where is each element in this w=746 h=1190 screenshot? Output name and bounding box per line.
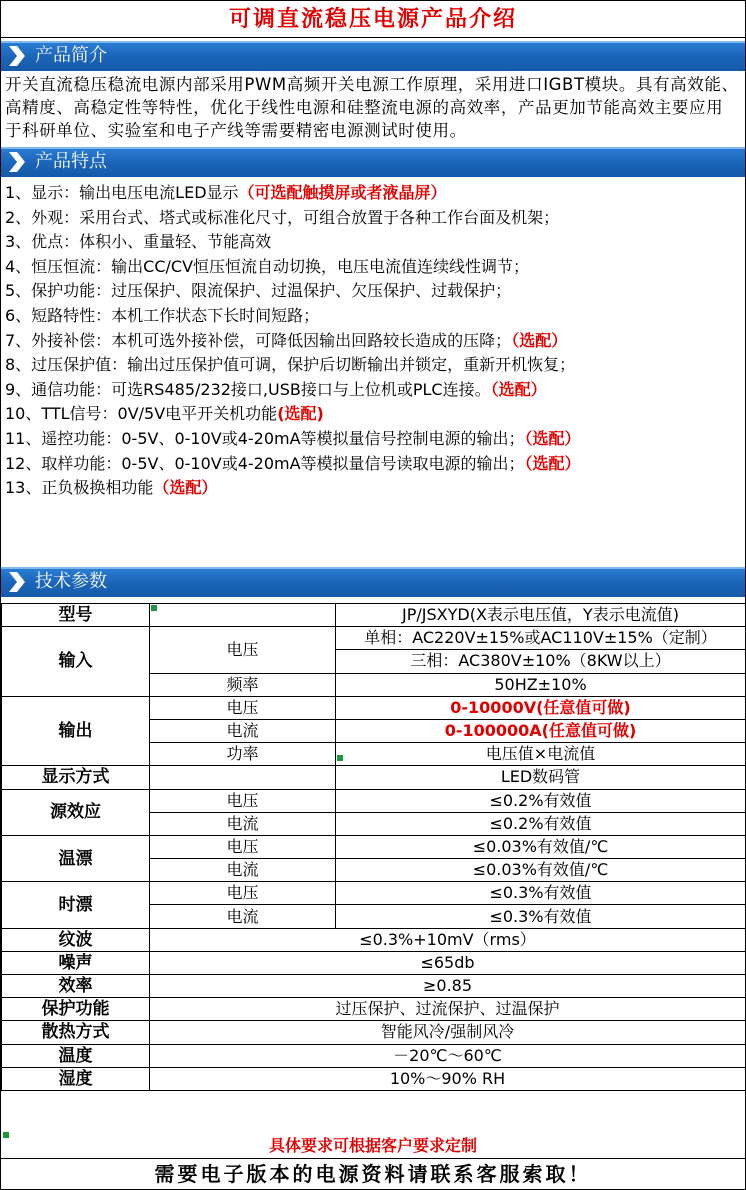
section-header-intro <box>1 41 745 71</box>
spec-value-temp-drift-voltage: ≤0.03%有效值/℃ <box>336 835 746 858</box>
feature-option-tag: （可选配触摸屏或者液晶屏） <box>238 183 447 202</box>
feature-text: 13、正负极换相功能 <box>5 478 154 498</box>
feature-text: 6、短路特性：本机工作状态下长时间短路； <box>5 305 320 325</box>
spec-value-temp-drift-current: ≤0.03%有效值/℃ <box>336 859 746 882</box>
feature-text: 1、显示：输出电压电流LED显示 <box>5 183 239 202</box>
section-header-features <box>1 147 745 177</box>
spec-value-time-drift-voltage: ≤0.3%有效值 <box>336 882 746 905</box>
spec-value-cooling: 智能风冷/强制风冷 <box>150 1021 746 1044</box>
spec-sub-current: 电流 <box>150 859 336 882</box>
spec-label-humidity: 湿度 <box>2 1067 150 1090</box>
footer-contact-text: 需要电子版本的电源资料请联系客服索取！ <box>1 1158 745 1190</box>
spec-label-temperature: 温度 <box>2 1044 150 1067</box>
feature-option-tag: （选配） <box>524 453 581 473</box>
feature-text: 5、保护功能：过压保护、限流保护、过温保护、欠压保护、过载保护； <box>5 281 512 301</box>
table-row <box>2 789 746 812</box>
feature-item <box>5 402 741 427</box>
feature-item <box>5 353 741 378</box>
feature-option-tag: (选配) <box>277 404 324 424</box>
spec-value-humidity: 10%～90% RH <box>150 1067 746 1090</box>
spec-label-noise: 噪声 <box>2 951 150 974</box>
spec-table <box>1 603 746 1091</box>
spec-value-output-voltage: 0-10000V(任意值可做) <box>336 696 746 719</box>
chevron-right-icon <box>7 152 25 172</box>
table-row <box>2 928 746 951</box>
feature-option-tag: （选配） <box>490 379 547 399</box>
table-row <box>2 998 746 1021</box>
spec-value-source-current: ≤0.2%有效值 <box>336 812 746 835</box>
feature-item <box>5 304 741 329</box>
table-row <box>2 696 746 719</box>
spec-sub-current: 电流 <box>150 905 336 928</box>
chevron-right-icon <box>7 572 25 592</box>
custom-note: 具体要求可根据客户要求定制 <box>268 1136 477 1155</box>
feature-text: 2、外观：采用台式、塔式或标准化尺寸，可组合放置于各种工作台面及机架； <box>5 207 560 227</box>
feature-text: 12、取样功能：0-5V、0-10V或4-20mA等模拟量信号读取电源的输出； <box>5 453 525 473</box>
spec-value-protection: 过压保护、过流保护、过温保护 <box>150 998 746 1021</box>
table-row <box>2 882 746 905</box>
spec-value-temperature: －20℃～60℃ <box>150 1044 746 1067</box>
cell-marker <box>337 755 343 761</box>
table-row <box>2 604 746 627</box>
spec-value-noise: ≤65db <box>150 951 746 974</box>
feature-item <box>5 279 741 304</box>
feature-option-tag: （选配） <box>524 428 581 448</box>
table-row <box>2 1044 746 1067</box>
feature-text: 10、TTL信号：0V/5V电平开关机功能 <box>5 404 278 424</box>
section-title-intro: 产品简介 <box>35 45 107 66</box>
spec-value-model: JP/JSXYD(X表示电压值，Y表示电流值) <box>336 604 746 627</box>
feature-item <box>5 427 741 452</box>
feature-text: 3、优点：体积小、重量轻、节能高效 <box>5 232 272 252</box>
spec-value-input-frequency: 50HZ±10% <box>336 673 746 696</box>
table-row <box>2 766 746 789</box>
spec-value-efficiency: ≥0.85 <box>150 975 746 998</box>
feature-option-tag: （选配） <box>153 478 218 498</box>
section-title-features: 产品特点 <box>35 151 107 172</box>
section-header-specs <box>1 567 745 597</box>
spec-label-protection: 保护功能 <box>2 998 150 1021</box>
spec-label-ripple: 纹波 <box>2 928 150 951</box>
feature-item <box>5 329 741 354</box>
spec-label-time-drift: 时漂 <box>2 882 150 928</box>
table-row <box>2 627 746 650</box>
intro-paragraph: 开关直流稳压稳流电源内部采用PWM高频开关电源工作原理，采用进口IGBT模块。具有高效能、高精度、高稳定性等特性，优化于线性电源和硅整流电源的高效率，产品更加节能高效主要应用于科研单位、实验室和电子产线等需要精密电源测试时使用。 <box>5 75 739 140</box>
spec-empty-cell <box>150 604 336 627</box>
feature-item <box>5 230 741 255</box>
spec-label-cooling: 散热方式 <box>2 1021 150 1044</box>
spec-label-temp-drift: 温漂 <box>2 835 150 881</box>
spec-value-output-power: 电压值×电流值 <box>336 743 746 766</box>
feature-list <box>1 177 745 501</box>
feature-item <box>5 255 741 280</box>
spec-sub-voltage: 电压 <box>150 835 336 858</box>
page-title: 可调直流稳压电源产品介绍 <box>1 1 745 38</box>
feature-item <box>5 181 741 206</box>
spec-label-model: 型号 <box>2 604 150 627</box>
section-title-specs: 技术参数 <box>35 571 107 592</box>
spec-label-input: 输入 <box>2 627 150 697</box>
spec-value-display: LED数码管 <box>336 766 746 789</box>
spec-sub-voltage: 电压 <box>150 789 336 812</box>
spec-value-input-single: 单相：AC220V±15%或AC110V±15%（定制） <box>336 627 746 650</box>
spec-value-input-three: 三相：AC380V±10%（8KW以上） <box>336 650 746 673</box>
table-row <box>2 951 746 974</box>
spec-sub-current: 电流 <box>150 812 336 835</box>
spec-label-source-effect: 源效应 <box>2 789 150 835</box>
table-row <box>2 1021 746 1044</box>
feature-text: 9、通信功能：可选RS485/232接口,USB接口与上位机或PLC连接。 <box>5 379 491 399</box>
feature-text: 8、过压保护值：输出过压保护值可调，保护后切断输出并锁定，重新开机恢复； <box>5 355 576 375</box>
spec-label-output: 输出 <box>2 696 150 766</box>
spec-label-efficiency: 效率 <box>2 975 150 998</box>
spec-value-output-current: 0-100000A(任意值可做) <box>336 719 746 742</box>
table-row <box>2 975 746 998</box>
feature-option-tag: （选配） <box>511 330 568 350</box>
chevron-right-icon <box>7 46 25 66</box>
feature-item <box>5 378 741 403</box>
spec-value-time-drift-current: ≤0.3%有效值 <box>336 905 746 928</box>
table-row <box>2 835 746 858</box>
feature-text: 7、外接补偿：本机可选外接补偿，可降低因输出回路较长造成的压降； <box>5 330 512 350</box>
spec-value-source-voltage: ≤0.2%有效值 <box>336 789 746 812</box>
spec-value-ripple: ≤0.3%+10mV（rms） <box>150 928 746 951</box>
spec-sub-output-voltage: 电压 <box>150 696 336 719</box>
feature-item <box>5 206 741 231</box>
spec-label-display: 显示方式 <box>2 766 150 789</box>
spec-sub-voltage: 电压 <box>150 882 336 905</box>
feature-item <box>5 452 741 477</box>
spec-empty-cell <box>150 766 336 789</box>
spec-sub-input-frequency: 频率 <box>150 673 336 696</box>
spec-sub-input-voltage: 电压 <box>150 627 336 673</box>
cell-marker <box>151 605 157 611</box>
table-row <box>2 1067 746 1090</box>
feature-text: 4、恒压恒流：输出CC/CV恒压恒流自动切换，电压电流值连续线性调节； <box>5 256 530 276</box>
feature-item <box>5 476 741 501</box>
spec-sub-output-current: 电流 <box>150 719 336 742</box>
feature-text: 11、遥控功能：0-5V、0-10V或4-20mA等模拟量信号控制电源的输出； <box>5 428 525 448</box>
spec-sub-output-power: 功率 <box>150 743 336 766</box>
